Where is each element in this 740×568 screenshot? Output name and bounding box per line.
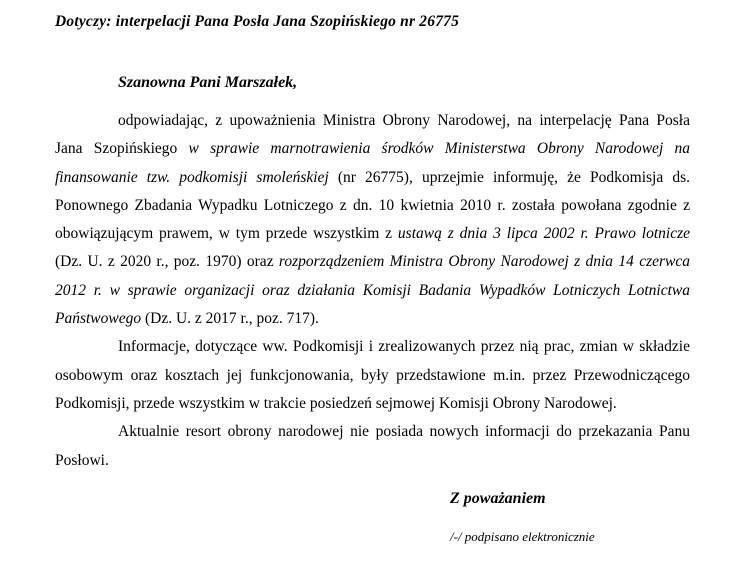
closing-phrase: Z poważaniem: [450, 489, 546, 507]
body-text: (Dz. U. z 2020 r., poz. 1970) oraz: [55, 253, 279, 271]
cited-title-text: w sprawie marnotrawienia środków Ministerstwa Obrony Narodowej na finansowanie tzw. podkomisji smoleńskiej: [55, 140, 690, 186]
body-text: (nr 26775), uprzejmie informuję, że Podkomisja ds. Ponownego Zbadania Wypadku Lotniczego z dn. 10 kwietnia 2010 r. została powołana zgodnie z obowiązującym prawem, w tym przede wszystkim z: [55, 168, 690, 243]
paragraph-2: [55, 333, 690, 418]
letter-body: [55, 107, 690, 475]
cited-title-text: ustawą z dnia 3 lipca 2002 r. Prawo lotnicze: [397, 225, 690, 243]
body-text: (Dz. U. z 2017 r., poz. 717).: [141, 310, 319, 328]
body-text: Aktualnie resort obrony narodowej nie posiada nowych informacji do przekazania Panu Posłowi.: [55, 423, 690, 469]
paragraph-1: [55, 107, 690, 333]
signature-note: /-/ podpisano elektronicznie: [450, 528, 595, 544]
closing-block: [450, 485, 690, 547]
paragraph-3: [55, 418, 690, 475]
body-text: Informacje, dotyczące ww. Podkomisji i zrealizowanych przez nią prac, zmian w składzie osobowym oraz kosztach jej funkcjonowania, były przedstawione m.in. przez Przewodniczącego Podkomisji, przede wszystkim w trakcie posiedzeń sejmowej Komisji Obrony Narodowej.: [55, 338, 690, 412]
cited-title-text: rozporządzeniem Ministra Obrony Narodowej z dnia 14 czerwca 2012 r. w sprawie organizacji oraz działania Komisji Badania Wypadków Lotniczych Lotnictwa Państwowego: [55, 253, 691, 328]
body-text: odpowiadając, z upoważnienia Ministra Obrony Narodowej, na interpelację Pana Posła Jana Szopińskiego: [55, 112, 690, 158]
salutation: Szanowna Pani Marszałek,: [118, 74, 298, 91]
subject-line: Dotyczy: interpelacji Pana Posła Jana Szopińskiego nr 26775: [55, 13, 460, 30]
